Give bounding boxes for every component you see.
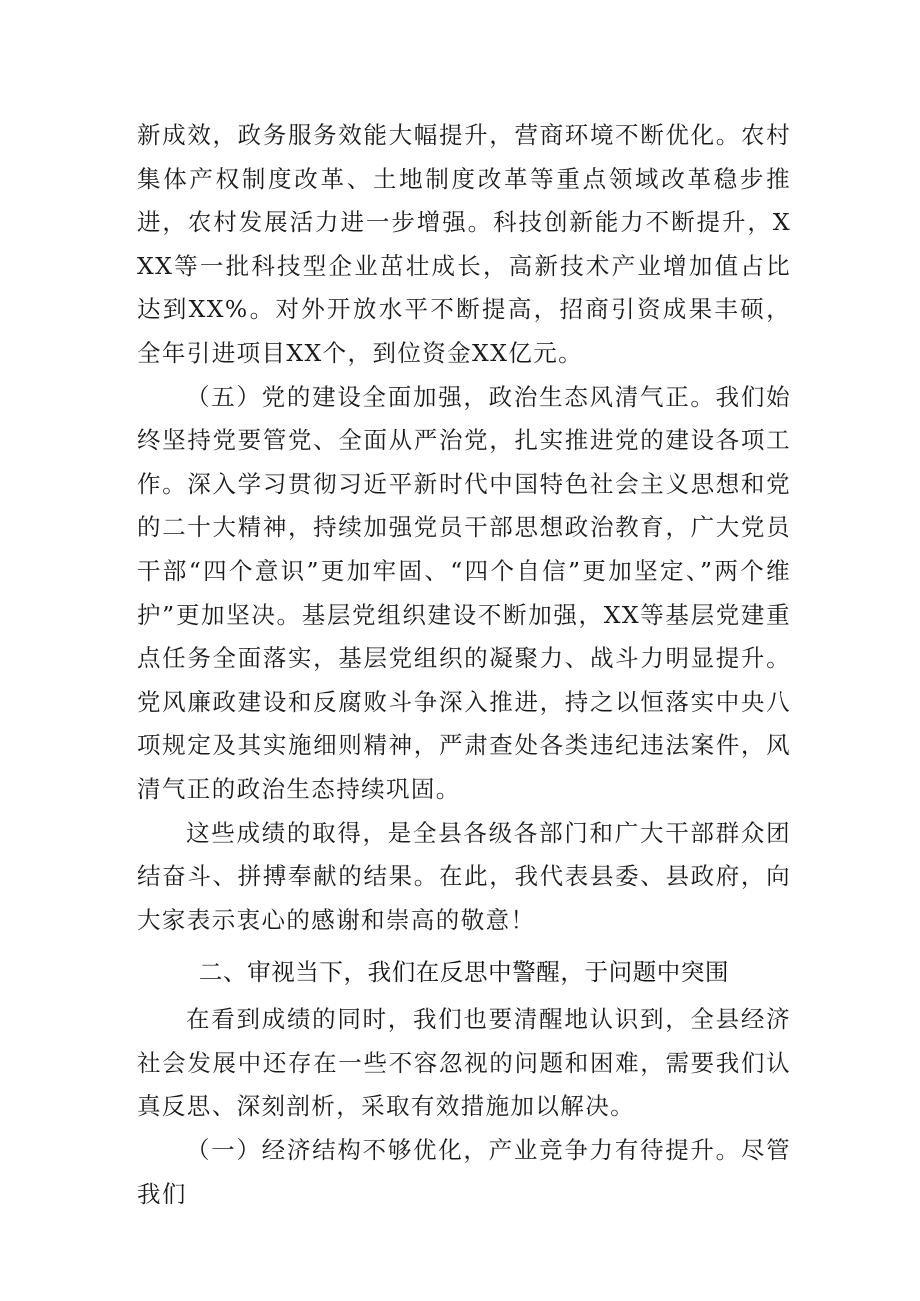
paragraph-continuation: 新成效，政务服务效能大幅提升，营商环境不断优化。农村集体产权制度改革、土地制度改革等重点领域改革稳步推进，农村发展活力进一步增强。科技创新能力不断提升，XXX等一批科技型企业茁壮成长，高新技术产业增加值占比达到XX%。对外开放水平不断提高，招商引资成果丰硕，全年引进项目XX个，到位资金XX亿元。 bbox=[137, 121, 791, 367]
paragraph-economic-structure: （一）经济结构不够优化，产业竞争力有待提升。尽管我们 bbox=[137, 1136, 791, 1208]
document-body bbox=[137, 114, 791, 1216]
paragraph-party-building: （五）党的建设全面加强，政治生态风清气正。我们始终坚持党要管党、全面从严治党，扎实推进党的建设各项工作。深入学习贯彻习近平新时代中国特色社会主义思想和党的二十大精神，持续加强党员干部思想政治教育，广大党员干部“四个意识”更加牢固、“四个自信”更加坚定、”两个维护”更加坚决。基层党组织建设不断加强，XX等基层党建重点任务全面落实，基层党组织的凝聚力、战斗力明显提升。党风廉政建设和反腐败斗争深入推进，持之以恒落实中央八项规定及其实施细则精神，严肃查处各类违纪违法案件，风清气正的政治生态持续巩固。 bbox=[137, 382, 791, 803]
section-heading: 二、审视当下，我们在反思中警醒，于问题中突围 bbox=[198, 958, 730, 987]
paragraph-problems-intro: 在看到成绩的同时，我们也要清醒地认识到，全县经济社会发展中还存在一些不容忽视的问题和困难，需要我们认真反思、深刻剖析，采取有效措施加以解决。 bbox=[137, 1005, 791, 1121]
paragraph-acknowledgement: 这些成绩的取得，是全县各级各部门和广大干部群众团结奋斗、拼搏奉献的结果。在此，我代表县委、县政府，向大家表示衷心的感谢和崇高的敬意！ bbox=[137, 818, 791, 934]
